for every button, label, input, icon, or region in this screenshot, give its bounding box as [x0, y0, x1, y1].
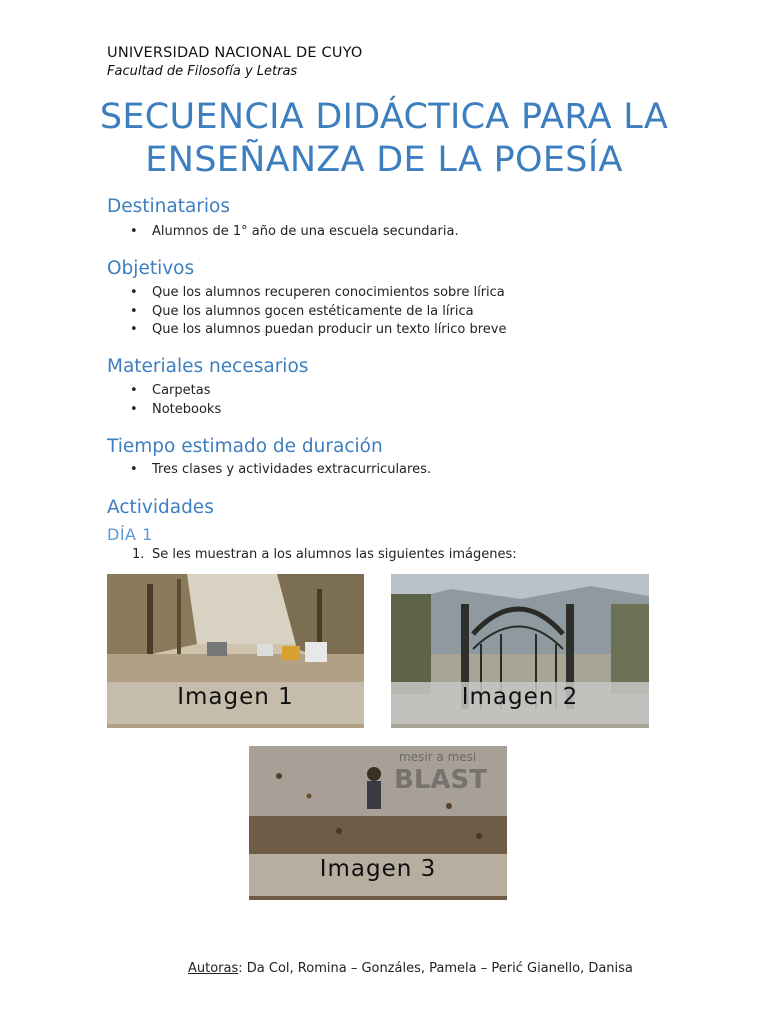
image-caption: Imagen 2: [461, 684, 579, 710]
list-item: • Que los alumnos gocen estéticamente de la lírica: [130, 303, 507, 322]
list-item: [132, 546, 517, 565]
list-objetivos: [130, 284, 507, 340]
list-item: • Tres clases y actividades extracurriculares.: [130, 461, 431, 480]
document-title: [0, 96, 768, 182]
university-name: UNIVERSIDAD NACIONAL DE CUYO: [107, 45, 363, 61]
svg-text:mesir a mesi: mesir a mesi: [399, 750, 477, 764]
authors-line: [188, 961, 633, 976]
faculty-name: Facultad de Filosofía y Letras: [107, 64, 298, 79]
step-number: 1.: [132, 547, 145, 562]
title-line-1: SECUENCIA DIDÁCTICA PARA LA: [99, 97, 669, 137]
list-item: • Que los alumnos recuperen conocimientos sobre lírica: [130, 284, 507, 303]
heading-tiempo: Tiempo estimado de duración: [107, 436, 383, 457]
heading-materiales: Materiales necesarios: [107, 356, 309, 377]
list-materiales: [130, 382, 221, 419]
image-caption: Imagen 3: [319, 856, 437, 882]
image-2: [391, 574, 649, 728]
heading-objetivos: Objetivos: [107, 258, 195, 279]
list-item: • Que los alumnos puedan producir un texto lírico breve: [130, 321, 507, 340]
image-1: [107, 574, 364, 728]
image-caption: Imagen 1: [177, 684, 294, 710]
heading-actividades: Actividades: [107, 497, 214, 518]
subheading-dia-1: DÍA 1: [107, 525, 153, 544]
list-actividades: [132, 546, 517, 565]
title-line-2: ENSEÑANZA DE LA POESÍA: [145, 140, 623, 180]
heading-destinatarios: Destinatarios: [107, 196, 231, 217]
authors-names: : Da Col, Romina – Gonzáles, Pamela – Perić Gianello, Danisa: [238, 961, 633, 976]
list-tiempo: [130, 461, 431, 480]
image-3: [249, 746, 507, 900]
list-destinatarios: [130, 223, 459, 242]
step-text: Se les muestran a los alumnos las siguientes imágenes:: [152, 547, 517, 562]
list-item: • Alumnos de 1° año de una escuela secundaria.: [130, 223, 459, 242]
list-item: • Carpetas: [130, 382, 221, 401]
list-item: • Notebooks: [130, 401, 221, 420]
authors-label: Autoras: [188, 961, 239, 976]
svg-text:BLAST: BLAST: [394, 765, 487, 795]
